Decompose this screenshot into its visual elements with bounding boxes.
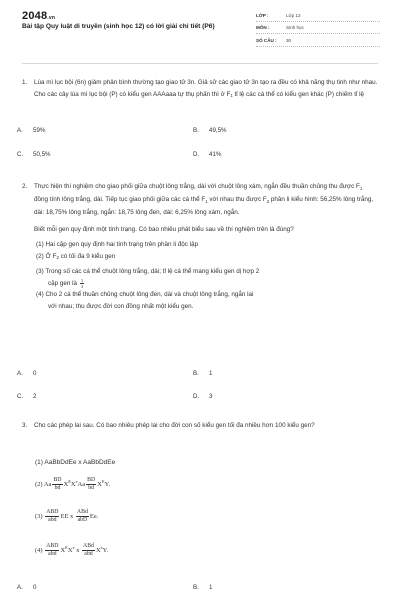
option-a[interactable] <box>17 127 45 134</box>
meta-value: 30 <box>286 37 292 43</box>
statement-4-continued: với nhau; thu được đời con đồng nhất một kiểu gen. <box>48 303 194 311</box>
statement-text: có tối đa 9 kiểu gen <box>58 252 116 260</box>
option-d[interactable] <box>193 151 221 158</box>
meta-info <box>256 10 380 48</box>
option-a[interactable] <box>17 584 36 591</box>
genotype-fraction <box>45 543 59 558</box>
meta-key: MÔN : <box>256 25 270 31</box>
fraction-numerator: BD <box>53 477 62 483</box>
fraction-numerator: ABd <box>83 543 94 549</box>
genotype-fraction <box>45 509 59 524</box>
cross-text: X <box>63 480 69 488</box>
cross-text: X <box>95 546 101 554</box>
meta-key: SỐ CÂU : <box>256 37 277 43</box>
question-text-part: Lúa mì lục bội (6n) giảm phân bình thường tạo giao tử 3n. Giả sử các giao tử 3n tạo ra đều có khả năng thụ tinh như nhau. Cho các cây lúa mì lục bội (P) có kiểu gen AAAaaa tự thụ phấn thì ở F <box>34 79 378 98</box>
question-text <box>34 77 378 102</box>
superscript: E <box>68 478 71 484</box>
subscript: 1 <box>230 93 233 99</box>
option-letter: B. <box>193 370 199 377</box>
option-text: 3 <box>209 393 213 400</box>
fraction-denominator: bd <box>54 485 61 491</box>
option-b[interactable] <box>193 370 212 377</box>
fraction-denominator: abD <box>77 517 88 523</box>
option-text: 2 <box>33 393 37 400</box>
option-b[interactable] <box>193 584 212 591</box>
cross-text: X <box>60 546 66 554</box>
subscript: 1 <box>205 198 208 204</box>
fraction-denominator: bd <box>88 485 95 491</box>
statement-list <box>36 239 378 312</box>
cross-text: EE x <box>60 512 75 520</box>
cross-2 <box>35 477 110 492</box>
option-letter: D. <box>193 151 200 158</box>
genotype-fraction <box>52 477 62 492</box>
statement-text: (2) Ở F <box>36 252 57 260</box>
page-title: Bài tập Quy luật di truyền (sinh học 12) có lời giải chi tiết (P6) <box>22 23 215 30</box>
fraction-denominator: abd <box>48 517 57 523</box>
option-letter: C. <box>17 393 24 400</box>
cross-text: (2) Aa <box>35 480 52 488</box>
meta-row-class <box>256 10 380 22</box>
option-text: 50,5% <box>33 151 51 158</box>
option-text: 0 <box>33 370 37 377</box>
question-text-part: tỉ lệ các cá thể có kiểu gen khác (P) chiếm tỉ lệ <box>232 90 365 98</box>
cross-text: X <box>67 546 73 554</box>
cross-text: Aa <box>77 480 86 488</box>
question-1 <box>22 77 378 102</box>
option-letter: A. <box>17 584 23 591</box>
site-logo[interactable] <box>22 10 55 22</box>
cross-text: Y. <box>102 546 109 554</box>
option-text: 41% <box>209 151 222 158</box>
cross-text: Y. <box>104 480 111 488</box>
genotype-fraction <box>82 543 95 558</box>
question-2 <box>22 181 378 313</box>
fraction-numerator: ABd <box>76 509 88 515</box>
fraction-denominator: abd <box>84 551 93 557</box>
genotype-fraction <box>76 509 89 524</box>
cross-text: Ee. <box>89 512 99 520</box>
option-c[interactable] <box>17 393 36 400</box>
option-text: 0 <box>33 584 37 591</box>
question-text-part: Thực hiện thí nghiệm cho giao phối giữa chuột lông trắng, dài với chuột lông xám, ngắn đều thuần chủng thu được F <box>34 183 360 190</box>
cross-text: (4) <box>35 546 45 554</box>
statement-3: (3) Trong số các cá thể chuột lông trắng, dài; tỉ lệ cá thể mang kiểu gen dị hợp 2 <box>36 268 260 276</box>
meta-row-subject <box>256 23 380 35</box>
cross-1: (1) AaBbDdEe x AaBbDdEe <box>35 459 116 466</box>
option-letter: A. <box>17 127 23 134</box>
logo-suffix: .vn <box>47 15 56 21</box>
subscript: 2 <box>56 255 59 261</box>
question-text <box>34 181 378 219</box>
cross-text: X <box>97 480 102 488</box>
question-text-part: phân li kiểu hình: 56,25% lông trắng, dài: 18,75% lông trắng, ngắn: 18,75 lông đen, dài: 6,25% lông xám, ngắn. <box>34 196 374 217</box>
statement-4: (4) Cho 2 cá thể thuần chủng chuột lông đen, dài và chuột lông trắng, ngắn lai <box>36 291 254 299</box>
meta-key: LỚP : <box>256 12 269 18</box>
option-letter: C. <box>17 151 24 158</box>
option-letter: B. <box>193 127 199 134</box>
fraction <box>80 278 84 289</box>
logo-text: 2048 <box>22 10 48 22</box>
header-divider <box>22 63 378 64</box>
option-text: 1 <box>209 584 213 591</box>
option-letter: A. <box>17 370 23 377</box>
meta-value: Lớp 12 <box>286 12 301 18</box>
question-text-part: với nhau thu được F <box>207 196 267 204</box>
question-text-part: đồng tính lông trắng, dài. Tiếp tục giao phối giữa các cá thể F <box>34 196 206 204</box>
question-number: 2. <box>22 183 28 190</box>
fraction-numerator: BD <box>87 477 96 483</box>
fraction-numerator: 1 <box>80 277 84 283</box>
subscript: 1 <box>359 185 363 191</box>
superscript: e <box>75 478 78 484</box>
genotype-fraction <box>86 477 96 492</box>
fraction-numerator: ABD <box>46 543 59 549</box>
cross-text: (3) <box>35 512 45 520</box>
statement-text: cặp gen là <box>48 279 79 287</box>
cross-3 <box>35 509 98 524</box>
option-c[interactable] <box>17 151 51 158</box>
statement-1: (1) Hai cặp gen quy định hai tính trạng trên phân li độc lập <box>36 241 199 249</box>
option-a[interactable] <box>17 370 36 377</box>
question-3 <box>22 420 378 432</box>
fraction-denominator: 3 <box>80 283 84 289</box>
superscript: E <box>65 544 68 550</box>
question-text: Cho các phép lai sau. Có bao nhiêu phép lai cho đời con số kiểu gen tối đa nhiều hơn 100 kiểu gen? <box>34 422 315 429</box>
superscript: e <box>72 544 75 550</box>
fraction-denominator: abd <box>48 551 57 557</box>
option-text: 1 <box>209 370 213 377</box>
option-text: 59% <box>33 127 46 134</box>
cross-4 <box>35 543 108 558</box>
superscript: E <box>101 478 105 484</box>
meta-value: Sinh học <box>286 25 304 31</box>
option-d[interactable] <box>193 393 212 400</box>
cross-text: X <box>70 480 76 488</box>
statement-3-continued <box>48 278 378 290</box>
meta-row-count <box>256 35 380 47</box>
question-number: 1. <box>22 79 28 86</box>
option-b[interactable] <box>193 127 227 134</box>
subscript: 2 <box>266 198 270 204</box>
option-text: 49,5% <box>209 127 227 134</box>
fraction-numerator: ABD <box>46 509 59 515</box>
cross-text: x <box>74 546 82 554</box>
option-letter: B. <box>193 584 199 591</box>
superscript: e <box>100 544 103 550</box>
question-instruction: Biết mỗi gen quy định một tính trạng. Có bao nhiêu phát biểu sau về thí nghiệm trên là đúng? <box>34 225 294 233</box>
option-letter: D. <box>193 393 200 400</box>
question-number: 3. <box>22 422 28 429</box>
statement-2 <box>36 251 378 264</box>
